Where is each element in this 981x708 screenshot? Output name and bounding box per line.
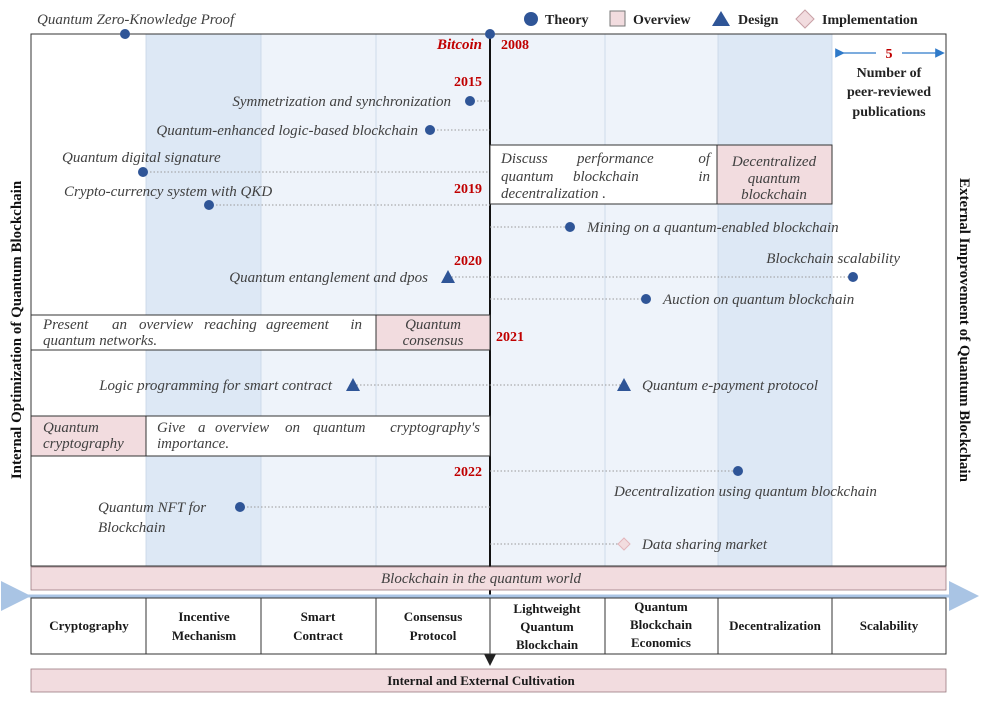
zero-knowledge-marker — [120, 29, 130, 39]
ov-cry-w2: a — [198, 420, 206, 436]
ov-con-w3: overview — [139, 317, 194, 333]
ov-con-w6: in — [350, 317, 362, 333]
year-2008: 2008 — [501, 38, 529, 53]
scale-text-3: publications — [852, 105, 926, 120]
year-2019: 2019 — [454, 182, 482, 197]
decentralization-label: Decentralization using quantum blockchain — [614, 484, 877, 500]
theory-legend-icon — [524, 12, 538, 26]
bitcoin-label: Bitcoin — [436, 37, 482, 53]
ov-cry-tag-1: Quantum — [43, 420, 99, 436]
ov-con-w7: quantum networks. — [43, 333, 158, 349]
category-incentive-2: Mechanism — [171, 628, 237, 643]
theory-marker — [425, 125, 435, 135]
ov-dec-tag-3: blockchain — [741, 187, 807, 203]
category-economics-2: Blockchain — [629, 617, 693, 632]
ov-dec-w4: quantum — [501, 169, 554, 185]
category-incentive-1: Incentive — [178, 609, 230, 624]
theory-marker — [235, 502, 245, 512]
ov-cry-w5: quantum — [313, 420, 366, 436]
ov-con-tag-1: Quantum — [405, 317, 461, 333]
year-2015: 2015 — [454, 75, 482, 90]
scale-text-1: Number of — [856, 66, 922, 81]
theory-marker — [204, 200, 214, 210]
design-legend-icon — [712, 11, 730, 26]
ov-cry-w3: overview — [215, 420, 270, 436]
bitcoin-marker — [485, 29, 495, 39]
category-lightweight-3: Blockchain — [515, 637, 579, 652]
ov-con-w4: reaching — [204, 317, 257, 333]
crypto-qkd-label: Crypto-currency system with QKD — [64, 184, 273, 200]
category-smart-2: Contract — [293, 628, 343, 643]
category-scalability: Scalability — [859, 618, 919, 633]
ov-cry-w6: cryptography's — [390, 420, 480, 436]
year-2020: 2020 — [454, 254, 482, 269]
category-consensus-1: Consensus — [403, 609, 463, 624]
nft-label-2: Blockchain — [98, 520, 166, 536]
epayment-label: Quantum e-payment protocol — [642, 378, 819, 394]
legend — [524, 10, 918, 28]
ov-con-w2: an — [112, 317, 127, 333]
theory-marker — [565, 222, 575, 232]
category-decentralization: Decentralization — [729, 618, 821, 633]
theory-marker — [138, 167, 148, 177]
category-consensus-2: Protocol — [409, 628, 457, 643]
ov-dec-w6: in — [698, 169, 710, 185]
scalability-label: Blockchain scalability — [766, 251, 900, 267]
auction-label: Auction on quantum blockchain — [663, 292, 855, 308]
entanglement-label: Quantum entanglement and dpos — [229, 270, 428, 286]
ov-con-w5: agreement — [266, 317, 329, 333]
legend-implementation: Implementation — [822, 13, 918, 28]
category-lightweight-1: Lightweight — [513, 601, 581, 616]
publication-scale — [840, 44, 940, 120]
ov-dec-w7: decentralization . — [501, 186, 606, 202]
theory-marker — [641, 294, 651, 304]
right-axis-label: External Improvement of Quantum Blockchain — [956, 178, 972, 482]
ov-cry-w7: importance. — [157, 436, 230, 452]
mining-label: Mining on a quantum-enabled blockchain — [587, 220, 839, 236]
category-economics-3: Economics — [631, 635, 691, 650]
category-smart-1: Smart — [300, 609, 336, 624]
ov-dec-w1: Discuss — [501, 151, 548, 167]
overview-decentralized — [490, 145, 832, 204]
logic-blockchain-label: Quantum-enhanced logic-based blockchain — [156, 123, 418, 139]
world-bar-label: Blockchain in the quantum world — [381, 571, 581, 587]
scale-text-2: peer-reviewed — [847, 85, 931, 100]
implementation-legend-icon — [796, 10, 814, 28]
data-sharing-label: Data sharing market — [642, 537, 767, 553]
category-row — [31, 598, 946, 654]
theory-marker — [733, 466, 743, 476]
year-2021: 2021 — [496, 330, 524, 345]
ov-cry-tag-2: cryptography — [43, 436, 124, 452]
theory-marker — [465, 96, 475, 106]
footer-label: Internal and External Cultivation — [387, 673, 575, 688]
ov-dec-tag-1: Decentralized — [731, 154, 817, 170]
ov-dec-w2: performance — [577, 151, 654, 167]
overview-cryptography — [31, 416, 490, 456]
ov-con-w1: Present — [43, 317, 89, 333]
ov-cry-w4: on — [285, 420, 300, 436]
overview-legend-icon — [610, 11, 625, 26]
left-axis-label: Internal Optimization of Quantum Blockchain — [9, 180, 25, 480]
category-lightweight-2: Quantum — [520, 619, 574, 634]
legend-overview: Overview — [633, 13, 691, 28]
symmetrization-label: Symmetrization and synchronization — [232, 94, 451, 110]
legend-design: Design — [738, 13, 779, 28]
digital-signature-label: Quantum digital signature — [62, 150, 221, 166]
category-economics-1: Quantum — [634, 599, 688, 614]
nft-label-1: Quantum NFT for — [98, 500, 207, 516]
ov-dec-tag-2: quantum — [747, 171, 801, 187]
category-cryptography: Cryptography — [49, 618, 129, 633]
ov-dec-w3: of — [698, 151, 710, 167]
year-2022: 2022 — [454, 465, 482, 480]
ov-cry-w1: Give — [157, 420, 186, 436]
logic-contract-label: Logic programming for smart contract — [99, 378, 332, 394]
zero-knowledge-label: Quantum Zero-Knowledge Proof — [37, 12, 235, 28]
scale-value: 5 — [885, 47, 893, 62]
theory-marker — [848, 272, 858, 282]
overview-consensus — [31, 315, 490, 350]
ov-dec-w5: blockchain — [573, 169, 639, 185]
ov-con-tag-2: consensus — [402, 333, 464, 349]
legend-theory: Theory — [545, 13, 589, 28]
